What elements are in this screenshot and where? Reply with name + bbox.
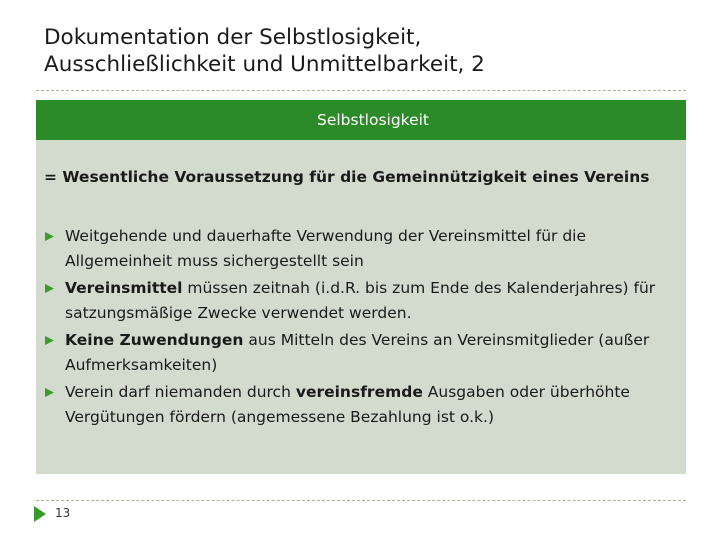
bullet-emphasis: Keine Zuwendungen xyxy=(65,331,244,349)
page-number: 13 xyxy=(55,506,71,520)
bullet-item xyxy=(36,276,661,326)
triangle-bullet-icon xyxy=(45,232,54,241)
panel-header xyxy=(36,100,686,140)
bullet-text: müssen zeitnah (i.d.R. bis zum Ende des Kalenderjahres) für satzungsmäßige Zwecke verwendet werden. xyxy=(65,279,656,322)
lead-statement: = Wesentliche Voraussetzung für die Gemeinnützigkeit eines Vereins xyxy=(44,168,650,186)
bullet-emphasis: Vereinsmittel xyxy=(65,279,183,297)
bottom-divider xyxy=(36,500,686,501)
panel-header-label: Selbstlosigkeit xyxy=(316,111,430,129)
bullet-text: Verein darf niemanden durch xyxy=(65,383,296,401)
bullet-item xyxy=(36,224,661,274)
bullet-emphasis: vereinsfremde xyxy=(295,383,423,401)
bullet-text: Weitgehende und dauerhafte Verwendung der Vereinsmittel für die Allgemeinheit muss sichergestellt sein xyxy=(65,227,587,270)
top-divider xyxy=(36,90,686,91)
bullet-list xyxy=(36,224,686,432)
bullet-text: aus Mitteln des Vereins an Vereinsmitglieder (außer Aufmerksamkeiten) xyxy=(65,331,650,374)
slide-title-line-2: Ausschließlichkeit und Unmittelbarkeit, 2 xyxy=(44,52,485,77)
bullet-item xyxy=(36,328,661,378)
bullet-item xyxy=(36,380,661,430)
triangle-bullet-icon xyxy=(45,388,54,397)
content-panel xyxy=(36,100,686,474)
slide-title-line-1: Dokumentation der Selbstlosigkeit, xyxy=(44,25,422,50)
bullet-text: Ausgaben oder überhöhte Vergütungen fördern (angemessene Bezahlung ist o.k.) xyxy=(65,383,630,426)
triangle-arrow-icon xyxy=(34,506,46,522)
triangle-bullet-icon xyxy=(45,336,54,345)
slide-title xyxy=(44,24,684,78)
triangle-bullet-icon xyxy=(45,284,54,293)
